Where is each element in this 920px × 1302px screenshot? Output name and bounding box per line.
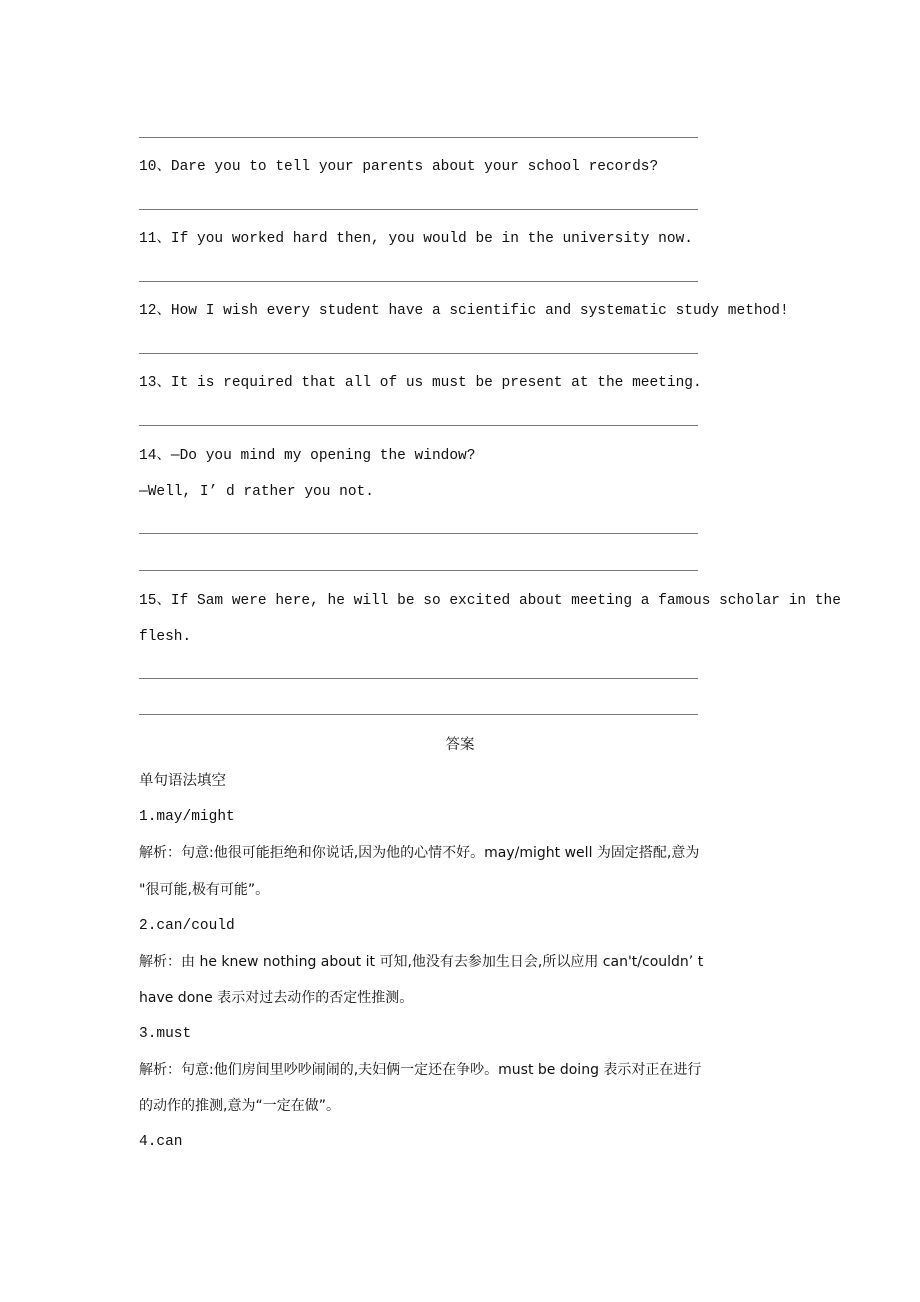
analysis-3-line1: 解析：句意:他们房间里吵吵闹闹的,夫妇俩一定还在争吵。must be doing 表示对正在进行 — [139, 1062, 702, 1078]
answer-3: 3.must — [139, 1026, 192, 1042]
question-15-line1: 15、If Sam were here, he will be so excited about meeting a famous scholar in the — [139, 593, 841, 609]
analysis-2-line1: 解析：由 he knew nothing about it 可知,他没有去参加生日会,所以应用 can't/couldn’ t — [139, 954, 704, 970]
question-15-line2: flesh. — [139, 629, 192, 645]
question-13: 13、It is required that all of us must be present at the meeting. — [139, 375, 702, 391]
analysis-1-line2: "很可能,极有可能”。 — [139, 882, 270, 898]
answer-line[interactable] — [139, 209, 698, 210]
answers-section: 单句语法填空 — [139, 773, 226, 789]
question-12: 12、How I wish every student have a scientific and systematic study method! — [139, 303, 789, 319]
answer-line[interactable] — [139, 281, 698, 282]
question-11: 11、If you worked hard then, you would be in the university now. — [139, 231, 693, 247]
answer-2: 2.can/could — [139, 918, 235, 934]
answer-line[interactable] — [139, 570, 698, 571]
answer-line[interactable] — [139, 353, 698, 354]
answer-line[interactable] — [139, 714, 698, 715]
analysis-1-line1: 解析：句意:他很可能拒绝和你说话,因为他的心情不好。may/might well 为固定搭配,意为 — [139, 845, 700, 861]
question-10: 10、Dare you to tell your parents about your school records? — [139, 159, 659, 175]
answers-title: 答案 — [445, 737, 475, 753]
answer-line[interactable] — [139, 137, 698, 138]
answer-1: 1.may/might — [139, 809, 235, 825]
question-14-line2: —Well, I’ d rather you not. — [139, 484, 374, 500]
answer-line[interactable] — [139, 425, 698, 426]
question-14-line1: 14、—Do you mind my opening the window? — [139, 448, 476, 464]
answer-4: 4.can — [139, 1134, 183, 1150]
analysis-2-line2: have done 表示对过去动作的否定性推测。 — [139, 990, 414, 1006]
analysis-3-line2: 的动作的推测,意为“一定在做”。 — [139, 1098, 340, 1114]
answer-line[interactable] — [139, 533, 698, 534]
answer-line[interactable] — [139, 678, 698, 679]
